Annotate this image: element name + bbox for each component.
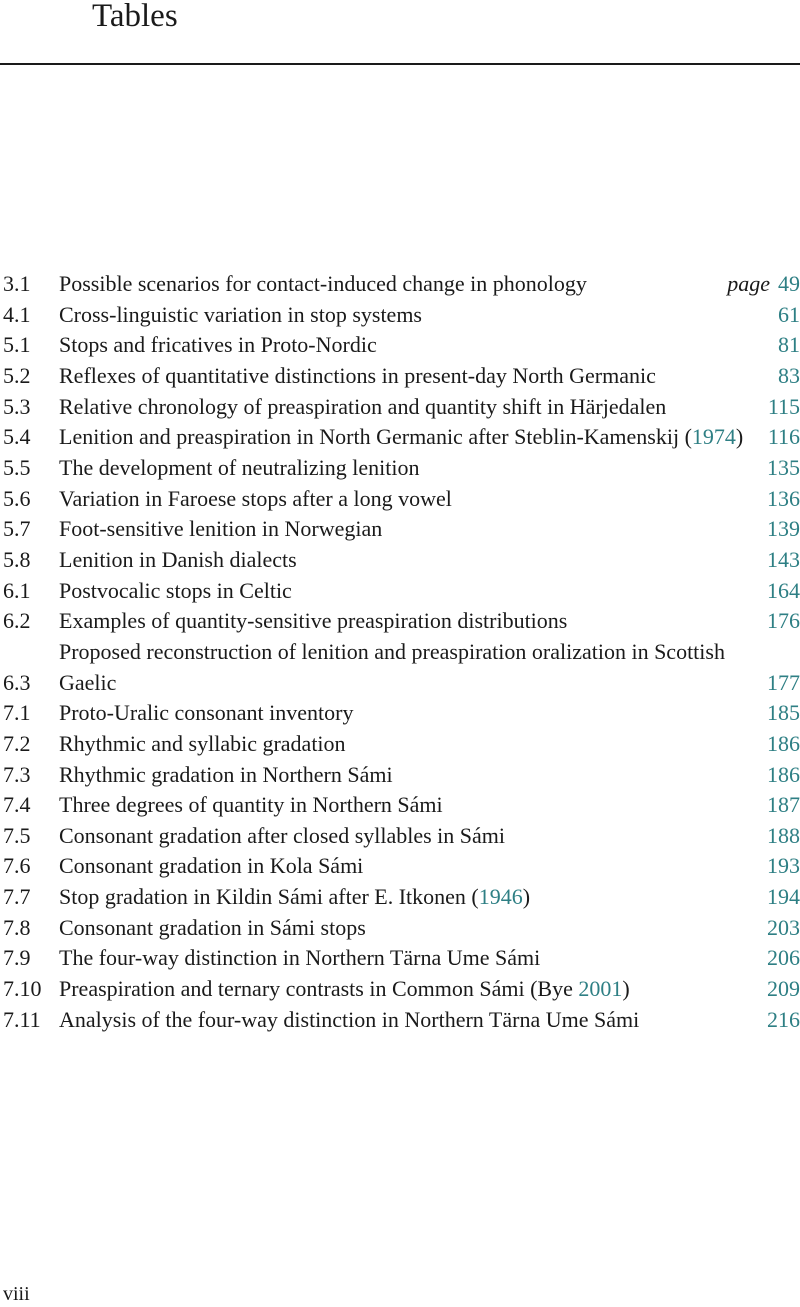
table-number: 7.7 [3, 884, 31, 910]
table-page-number[interactable] [778, 361, 800, 392]
table-number: 5.6 [3, 485, 31, 511]
table-list [3, 269, 800, 1035]
table-page-number[interactable] [767, 1005, 800, 1036]
table-number: 5.2 [3, 362, 31, 388]
table-title: Variation in Faroese stops after a long vowel [59, 485, 452, 511]
table-title: The development of neutralizing lenition [59, 454, 420, 480]
page-title: Tables [92, 0, 178, 34]
table-number: 7.10 [3, 976, 42, 1002]
table-number: 5.4 [3, 424, 31, 450]
table-entry [3, 698, 800, 729]
table-entry [3, 637, 800, 698]
table-page-number[interactable] [767, 668, 800, 699]
table-title: Consonant gradation in Sámi stops [59, 914, 366, 940]
table-number: 5.3 [3, 393, 31, 419]
table-page-number[interactable] [767, 729, 800, 760]
page-link[interactable]: 135 [767, 454, 800, 480]
table-entry [3, 484, 800, 515]
page-link[interactable]: 115 [767, 393, 800, 419]
table-number: 7.2 [3, 730, 31, 756]
table-number: 7.8 [3, 914, 31, 940]
table-number: 3.1 [3, 271, 31, 296]
table-number: 5.8 [3, 546, 31, 572]
table-entry [3, 943, 800, 974]
citation-year-link[interactable]: 2001 [578, 976, 623, 1002]
table-number: 5.7 [3, 516, 31, 542]
page-prefix-label: page [727, 271, 770, 296]
table-page-number[interactable] [767, 606, 800, 637]
table-entry [3, 913, 800, 944]
table-entry [3, 882, 800, 913]
table-title: Rhythmic and syllabic gradation [59, 730, 346, 756]
page-link[interactable]: 187 [767, 792, 800, 818]
table-entry [3, 606, 800, 637]
table-entry [3, 392, 800, 423]
table-page-number[interactable] [767, 484, 800, 515]
table-title: Stop gradation in Kildin Sámi after E. Itkonen (1946) [59, 884, 531, 910]
table-page-number[interactable] [767, 453, 800, 484]
table-title: Foot-sensitive lenition in Norwegian [59, 516, 383, 542]
table-title: Cross-linguistic variation in stop systems [59, 301, 422, 327]
table-entry [3, 330, 800, 361]
table-page-number[interactable] [767, 913, 800, 944]
table-entry [3, 361, 800, 392]
table-entry [3, 821, 800, 852]
table-page-number[interactable] [767, 790, 800, 821]
table-number: 5.5 [3, 454, 31, 480]
table-page-number[interactable] [767, 698, 800, 729]
table-number: 6.1 [3, 577, 31, 603]
table-entry [3, 422, 800, 453]
table-page-number[interactable] [767, 576, 800, 607]
page-link[interactable]: 81 [778, 332, 800, 358]
table-number: 7.3 [3, 761, 31, 787]
page-link[interactable]: 206 [767, 945, 800, 971]
table-number: 7.4 [3, 792, 31, 818]
page-link[interactable]: 83 [778, 362, 800, 388]
table-entry [3, 760, 800, 791]
table-number: 7.11 [3, 1006, 41, 1032]
table-number: 7.1 [3, 700, 31, 726]
table-entry [3, 300, 800, 331]
table-title: Rhythmic gradation in Northern Sámi [59, 761, 393, 787]
page-link[interactable]: 116 [767, 424, 800, 450]
table-title: Proposed reconstruction of lenition and preaspiration oralization in Scottish Gaelic [59, 638, 725, 695]
page-link[interactable]: 186 [767, 730, 800, 756]
page-link[interactable]: 139 [767, 516, 800, 542]
table-number: 6.2 [3, 608, 31, 634]
table-title: Proto-Uralic consonant inventory [59, 700, 354, 726]
page-link[interactable]: 203 [767, 914, 800, 940]
footer-page-number: viii [3, 1283, 30, 1305]
table-title: Three degrees of quantity in Northern Sámi [59, 792, 443, 818]
table-entry [3, 851, 800, 882]
table-page-number[interactable] [727, 269, 800, 300]
table-title: Possible scenarios for contact-induced change in phonology [59, 271, 587, 296]
page-link[interactable]: 188 [767, 822, 800, 848]
table-title: Analysis of the four-way distinction in Northern Tärna Ume Sámi [59, 1006, 640, 1032]
table-title: Consonant gradation in Kola Sámi [59, 853, 364, 879]
table-number: 4.1 [3, 301, 31, 327]
page-link[interactable]: 216 [767, 1006, 800, 1032]
table-page-number[interactable] [767, 514, 800, 545]
table-page-number[interactable] [768, 422, 800, 453]
page-link[interactable]: 61 [778, 301, 800, 327]
table-page-number[interactable] [767, 882, 800, 913]
table-entry [3, 1005, 800, 1036]
table-title: Lenition and preaspiration in North Germanic after Steblin-Kamenskij (1974) [59, 424, 744, 450]
table-number: 7.5 [3, 822, 31, 848]
table-entry [3, 514, 800, 545]
table-title: Examples of quantity-sensitive preaspiration distributions [59, 608, 568, 634]
page-link[interactable]: 186 [767, 761, 800, 787]
table-title: Consonant gradation after closed syllables in Sámi [59, 822, 506, 848]
table-page-number[interactable] [778, 330, 800, 361]
page-link[interactable]: 49 [778, 271, 800, 296]
page-link[interactable]: 164 [767, 577, 800, 603]
table-page-number[interactable] [778, 300, 800, 331]
page-link[interactable]: 193 [767, 853, 800, 879]
table-number: 7.9 [3, 945, 31, 971]
table-entry [3, 729, 800, 760]
table-number: 5.1 [3, 332, 31, 358]
table-page-number[interactable] [768, 392, 800, 423]
table-title: Lenition in Danish dialects [59, 546, 297, 572]
table-page-number[interactable] [767, 545, 800, 576]
header-rule [0, 63, 800, 65]
page-link[interactable]: 143 [767, 546, 800, 572]
page-link[interactable]: 185 [767, 700, 800, 726]
table-page-number[interactable] [767, 943, 800, 974]
table-number: 7.6 [3, 853, 31, 879]
table-page-number[interactable] [767, 851, 800, 882]
table-entry [3, 545, 800, 576]
table-page-number[interactable] [767, 974, 800, 1005]
page-link[interactable]: 209 [767, 976, 800, 1002]
table-title: Postvocalic stops in Celtic [59, 577, 292, 603]
table-entry [3, 790, 800, 821]
table-entry [3, 269, 800, 300]
page-link[interactable]: 177 [767, 669, 800, 695]
page-link[interactable]: 176 [767, 608, 800, 634]
citation-year-link[interactable]: 1974 [691, 424, 736, 450]
page-link[interactable]: 194 [767, 884, 800, 910]
table-title: Preaspiration and ternary contrasts in Common Sámi (Bye 2001) [59, 976, 630, 1002]
table-title: Reflexes of quantitative distinctions in present-day North Germanic [59, 362, 656, 388]
table-entry [3, 453, 800, 484]
table-entry [3, 974, 800, 1005]
table-entry [3, 576, 800, 607]
table-page-number[interactable] [767, 821, 800, 852]
table-title: Stops and fricatives in Proto-Nordic [59, 332, 377, 358]
page-link[interactable]: 136 [767, 485, 800, 511]
table-page-number[interactable] [767, 760, 800, 791]
table-title: The four-way distinction in Northern Tärna Ume Sámi [59, 945, 541, 971]
table-title: Relative chronology of preaspiration and quantity shift in Härjedalen [59, 393, 667, 419]
citation-year-link[interactable]: 1946 [478, 884, 523, 910]
table-number: 6.3 [3, 669, 31, 695]
